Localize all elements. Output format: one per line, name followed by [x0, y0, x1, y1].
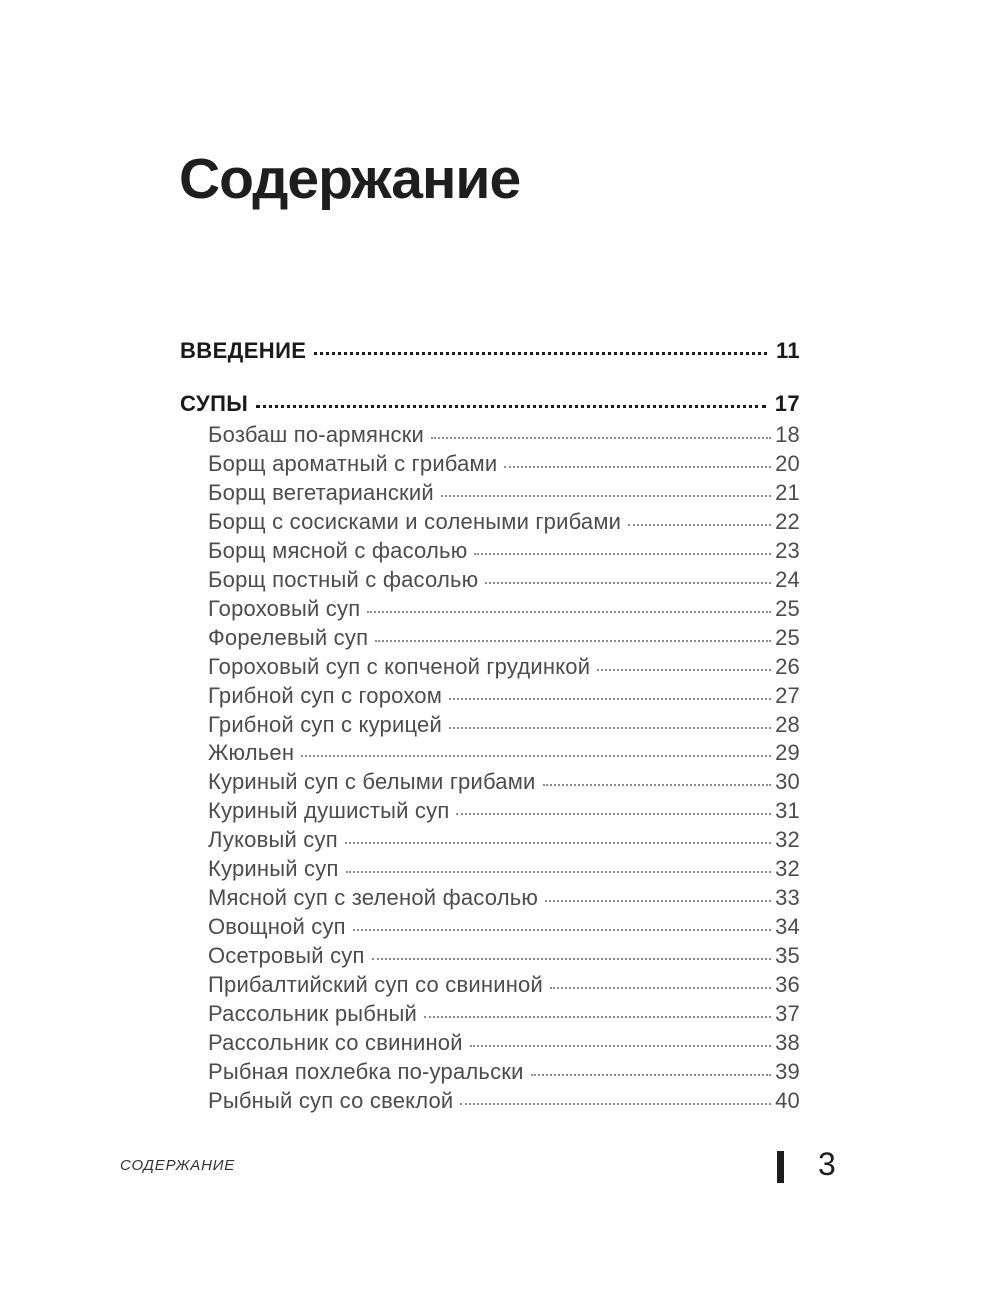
- toc-entry-label: Луковый суп: [208, 827, 338, 853]
- toc-entry-page-number: 32: [775, 827, 800, 853]
- dot-leader: [460, 1103, 771, 1105]
- dot-leader: [372, 958, 772, 960]
- toc-entry-page-number: 34: [775, 914, 800, 940]
- dot-leader: [353, 929, 771, 931]
- toc-entry-label: Грибной суп с горохом: [208, 682, 443, 708]
- toc-entry-page-number: 33: [775, 885, 800, 911]
- toc-entry-page-number: 24: [775, 566, 800, 592]
- dot-leader: [301, 755, 771, 757]
- toc-entry: [208, 653, 800, 682]
- dot-leader: [449, 698, 771, 700]
- toc-entry-page-number: 23: [775, 537, 800, 563]
- toc-entry-page-number: 35: [775, 943, 800, 969]
- toc-entry-page-number: 30: [775, 769, 800, 795]
- toc-entry: [208, 768, 800, 797]
- toc-entry-label: Гороховый суп с копченой грудинкой: [208, 653, 591, 679]
- toc-entry-page-number: 36: [775, 972, 800, 998]
- toc-entry-label: Рыбный суп со свеклой: [208, 1087, 454, 1113]
- toc-entry-label: Борщ мясной с фасолью: [208, 537, 468, 563]
- toc-entry-label: Куриный душистый суп: [208, 798, 450, 824]
- toc-entry-page-number: 21: [775, 479, 800, 505]
- dot-leader: [531, 1074, 772, 1076]
- toc-entry: [208, 421, 800, 450]
- toc-entry: [208, 479, 800, 508]
- dot-leader: [543, 784, 772, 786]
- toc-entry-label: Куриный суп: [208, 856, 339, 882]
- toc-entry-label: Овощной суп: [208, 914, 346, 940]
- toc-entry-page-number: 18: [775, 422, 800, 447]
- toc-entry-page-number: 28: [775, 711, 800, 737]
- toc-section-header: [180, 336, 800, 366]
- dot-leader: [456, 813, 771, 815]
- toc-entry-page-number: 25: [775, 624, 800, 650]
- toc-section-label: ВВЕДЕНИЕ: [180, 338, 307, 363]
- dot-leader: [449, 727, 771, 729]
- toc-entry-label: Форелевый суп: [208, 624, 369, 650]
- toc-entry: [208, 450, 800, 479]
- toc-entry: [208, 942, 800, 971]
- toc-entry: [208, 826, 800, 855]
- dot-leader: [367, 611, 771, 613]
- toc-entry-label: Борщ ароматный с грибами: [208, 450, 498, 476]
- page-title: Содержание: [179, 147, 521, 211]
- dot-leader: [441, 495, 771, 497]
- toc-entry-label: Борщ постный с фасолью: [208, 566, 479, 592]
- toc-entry: [208, 595, 800, 624]
- toc-entry: [208, 1029, 800, 1058]
- toc-entry: [208, 739, 800, 768]
- toc-section-label: СУПЫ: [180, 391, 249, 416]
- dot-leader: [485, 582, 771, 584]
- toc-entry: [208, 913, 800, 942]
- dot-leader: [597, 669, 771, 671]
- dot-leader: [345, 842, 771, 844]
- toc-entry: [208, 1000, 800, 1029]
- toc-entry: [208, 797, 800, 826]
- toc-section-page-number: 11: [775, 338, 800, 363]
- toc-entry: [208, 682, 800, 711]
- table-of-contents: [180, 336, 800, 1116]
- footer-divider-bar: [777, 1151, 784, 1183]
- dot-leader: [256, 405, 765, 408]
- toc-section-header: [180, 389, 800, 419]
- toc-entry: [208, 971, 800, 1000]
- toc-entry-page-number: 38: [775, 1030, 800, 1056]
- dot-leader: [470, 1045, 771, 1047]
- toc-entry-label: Гороховый суп: [208, 595, 361, 621]
- toc-entry-label: Осетровый суп: [208, 943, 365, 969]
- toc-entry-page-number: 40: [775, 1087, 800, 1113]
- toc-entry-page-number: 31: [775, 798, 800, 824]
- toc-entry: [208, 1058, 800, 1087]
- toc-entry-label: Грибной суп с курицей: [208, 711, 442, 737]
- dot-leader: [346, 871, 772, 873]
- toc-entry-label: Прибалтийский суп со свининой: [208, 972, 543, 998]
- dot-leader: [628, 524, 771, 526]
- toc-entry-page-number: 29: [775, 740, 800, 766]
- dot-leader: [545, 900, 771, 902]
- toc-entry: [208, 884, 800, 913]
- running-footer-text: СОДЕРЖАНИЕ: [120, 1157, 236, 1174]
- toc-entry-page-number: 22: [775, 508, 800, 534]
- dot-leader: [474, 553, 771, 555]
- toc-entry: [208, 1087, 800, 1116]
- toc-entry-page-number: 37: [775, 1001, 800, 1027]
- dot-leader: [431, 437, 771, 439]
- toc-entry: [208, 624, 800, 653]
- toc-section-page-number: 17: [774, 391, 800, 416]
- toc-entry-page-number: 39: [775, 1058, 800, 1084]
- toc-entry-label: Рассольник рыбный: [208, 1001, 417, 1027]
- toc-entry-label: Рассольник со свининой: [208, 1030, 463, 1056]
- toc-entry-label: Жюльен: [208, 740, 295, 766]
- toc-entry-label: Куриный суп с белыми грибами: [208, 769, 536, 795]
- toc-entry-page-number: 27: [775, 682, 800, 708]
- toc-entry-label: Борщ вегетарианский: [208, 479, 434, 505]
- dot-leader: [550, 987, 771, 989]
- dot-leader: [314, 352, 767, 355]
- toc-entry-label: Бозбаш по-армянски: [208, 422, 425, 447]
- toc-section: [180, 336, 800, 366]
- toc-entry: [208, 508, 800, 537]
- toc-entry-label: Мясной суп с зеленой фасолью: [208, 885, 539, 911]
- toc-entry-page-number: 26: [775, 653, 800, 679]
- toc-entry-label: Рыбная похлебка по-уральски: [208, 1058, 524, 1084]
- toc-entry: [208, 537, 800, 566]
- toc-entry-page-number: 32: [775, 856, 800, 882]
- toc-entry: [208, 566, 800, 595]
- toc-entry: [208, 855, 800, 884]
- toc-entry-label: Борщ с сосисками и солеными грибами: [208, 508, 622, 534]
- toc-entry: [208, 711, 800, 740]
- dot-leader: [375, 640, 771, 642]
- toc-entry-page-number: 25: [775, 595, 800, 621]
- dot-leader: [424, 1016, 771, 1018]
- toc-entry-list: [180, 421, 800, 1116]
- dot-leader: [504, 466, 771, 468]
- toc-section: [180, 389, 800, 1116]
- toc-entry-page-number: 20: [775, 450, 800, 476]
- page-number: 3: [818, 1146, 836, 1182]
